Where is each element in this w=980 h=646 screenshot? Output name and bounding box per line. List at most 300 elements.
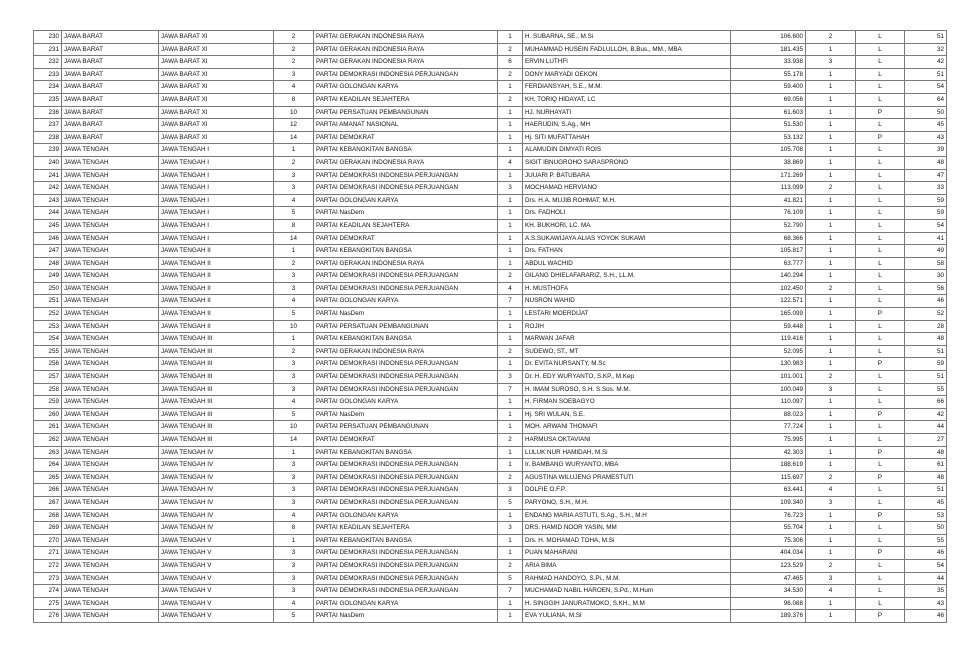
candidate-number-cell: 1: [498, 169, 523, 182]
table-row: [34, 345, 947, 358]
party-number-cell: 3: [274, 471, 314, 484]
table-row: [34, 547, 947, 560]
candidate-number-cell: 2: [498, 434, 523, 447]
gender-cell: L: [856, 219, 905, 232]
table-row: [34, 144, 947, 157]
vote-count-cell: 42.303: [731, 446, 806, 459]
party-number-cell: 3: [274, 270, 314, 283]
gender-cell: P: [856, 446, 905, 459]
electoral-district-cell: JAWA TENGAH IV: [159, 509, 274, 522]
candidate-name-cell: FERDIANSYAH, S.E., M.M.: [523, 81, 731, 94]
table-row: [34, 408, 947, 421]
candidate-name-cell: RAHMAD HANDOYO, S.Pi., M.M.: [523, 572, 731, 585]
gender-cell: P: [856, 131, 905, 144]
electoral-district-cell: JAWA TENGAH II: [159, 295, 274, 308]
party-number-cell: 3: [274, 496, 314, 509]
table-row: [34, 93, 947, 106]
row-number-cell: 252: [34, 308, 62, 321]
row-number-cell: 236: [34, 106, 62, 119]
candidate-name-cell: DRS. HAMID NOOR YASIN, MM: [523, 522, 731, 535]
candidate-name-cell: H. FIRMAN SOEBAGYO: [523, 396, 731, 409]
candidate-name-cell: GILANG DHIELAFARARIZ, S.H., LL.M.: [523, 270, 731, 283]
party-number-cell: 4: [274, 597, 314, 610]
vote-count-cell: 181.435: [731, 43, 806, 56]
province-cell: JAWA TENGAH: [62, 245, 159, 258]
gender-cell: L: [856, 421, 905, 434]
vote-count-cell: 75.995: [731, 434, 806, 447]
gender-cell: P: [856, 547, 905, 560]
vote-count-cell: 53.132: [731, 131, 806, 144]
gender-cell: L: [856, 396, 905, 409]
rank-cell: 1: [806, 345, 856, 358]
vote-count-cell: 63.441: [731, 484, 806, 497]
electoral-district-cell: JAWA TENGAH IV: [159, 522, 274, 535]
vote-count-cell: 123.529: [731, 559, 806, 572]
candidate-name-cell: MUCHAMAD NABIL HAROEN, S.Pd., M.Hum: [523, 585, 731, 598]
candidate-number-cell: 2: [498, 93, 523, 106]
candidate-name-cell: DOLFIE O.F.P.: [523, 484, 731, 497]
candidate-number-cell: 2: [498, 559, 523, 572]
vote-count-cell: 113.099: [731, 182, 806, 195]
row-number-cell: 238: [34, 131, 62, 144]
candidate-number-cell: 1: [498, 547, 523, 560]
electoral-district-cell: JAWA TENGAH I: [159, 169, 274, 182]
vote-count-cell: 122.571: [731, 295, 806, 308]
candidate-number-cell: 1: [498, 106, 523, 119]
vote-count-cell: 68.366: [731, 232, 806, 245]
age-cell: 43: [905, 597, 947, 610]
party-name-cell: PARTAI DEMOKRASI INDONESIA PERJUANGAN: [314, 68, 498, 81]
electoral-district-cell: JAWA TENGAH I: [159, 194, 274, 207]
gender-cell: L: [856, 459, 905, 472]
vote-count-cell: 119.416: [731, 333, 806, 346]
row-number-cell: 273: [34, 572, 62, 585]
age-cell: 52: [905, 308, 947, 321]
candidate-number-cell: 4: [498, 282, 523, 295]
candidate-name-cell: MOH. ARWANI THOMAFI: [523, 421, 731, 434]
rank-cell: 1: [806, 396, 856, 409]
age-cell: 46: [905, 295, 947, 308]
row-number-cell: 258: [34, 383, 62, 396]
candidate-name-cell: H. IMAM SUROSO, S.H. S.Sos. M.M.: [523, 383, 731, 396]
age-cell: 48: [905, 156, 947, 169]
gender-cell: L: [856, 585, 905, 598]
party-name-cell: PARTAI DEMOKRASI INDONESIA PERJUANGAN: [314, 383, 498, 396]
age-cell: 58: [905, 257, 947, 270]
party-name-cell: PARTAI DEMOKRASI INDONESIA PERJUANGAN: [314, 559, 498, 572]
party-name-cell: PARTAI NasDem: [314, 610, 498, 623]
province-cell: JAWA BARAT: [62, 68, 159, 81]
row-number-cell: 271: [34, 547, 62, 560]
rank-cell: 1: [806, 81, 856, 94]
age-cell: 51: [905, 345, 947, 358]
electoral-district-cell: JAWA TENGAH III: [159, 358, 274, 371]
candidate-number-cell: 1: [498, 597, 523, 610]
vote-count-cell: 100.049: [731, 383, 806, 396]
table-row: [34, 81, 947, 94]
table-row: [34, 207, 947, 220]
candidate-name-cell: LESTARI MOERDIJAT: [523, 308, 731, 321]
province-cell: JAWA BARAT: [62, 56, 159, 69]
age-cell: 50: [905, 522, 947, 535]
age-cell: 51: [905, 484, 947, 497]
electoral-district-cell: JAWA BARAT XI: [159, 68, 274, 81]
candidate-number-cell: 6: [498, 56, 523, 69]
gender-cell: L: [856, 81, 905, 94]
age-cell: 50: [905, 106, 947, 119]
row-number-cell: 245: [34, 219, 62, 232]
party-number-cell: 3: [274, 572, 314, 585]
table-row: [34, 156, 947, 169]
vote-count-cell: 69.056: [731, 93, 806, 106]
row-number-cell: 239: [34, 144, 62, 157]
party-number-cell: 10: [274, 320, 314, 333]
province-cell: JAWA BARAT: [62, 119, 159, 132]
table-row: [34, 371, 947, 384]
party-number-cell: 14: [274, 434, 314, 447]
table-body: [34, 31, 947, 623]
row-number-cell: 276: [34, 610, 62, 623]
table-row: [34, 534, 947, 547]
vote-count-cell: 165.099: [731, 308, 806, 321]
rank-cell: 2: [806, 471, 856, 484]
age-cell: 27: [905, 434, 947, 447]
electoral-district-cell: JAWA TENGAH II: [159, 245, 274, 258]
electoral-district-cell: JAWA BARAT XI: [159, 119, 274, 132]
party-name-cell: PARTAI GERAKAN INDONESIA RAYA: [314, 56, 498, 69]
party-number-cell: 10: [274, 106, 314, 119]
party-number-cell: 4: [274, 81, 314, 94]
row-number-cell: 254: [34, 333, 62, 346]
gender-cell: P: [856, 358, 905, 371]
electoral-district-cell: JAWA TENGAH III: [159, 434, 274, 447]
party-number-cell: 3: [274, 484, 314, 497]
gender-cell: P: [856, 509, 905, 522]
party-name-cell: PARTAI PERSATUAN PEMBANGUNAN: [314, 106, 498, 119]
party-number-cell: 2: [274, 43, 314, 56]
party-number-cell: 3: [274, 383, 314, 396]
party-number-cell: 2: [274, 31, 314, 44]
candidate-name-cell: H. MUSTHOFA: [523, 282, 731, 295]
party-name-cell: PARTAI DEMOKRASI INDONESIA PERJUANGAN: [314, 585, 498, 598]
row-number-cell: 231: [34, 43, 62, 56]
candidate-name-cell: NUSRON WAHID: [523, 295, 731, 308]
age-cell: 51: [905, 68, 947, 81]
rank-cell: 1: [806, 459, 856, 472]
vote-count-cell: 109.340: [731, 496, 806, 509]
electoral-district-cell: JAWA BARAT XI: [159, 31, 274, 44]
row-number-cell: 230: [34, 31, 62, 44]
province-cell: JAWA TENGAH: [62, 169, 159, 182]
candidate-number-cell: 4: [498, 156, 523, 169]
candidate-number-cell: 1: [498, 81, 523, 94]
electoral-district-cell: JAWA TENGAH II: [159, 257, 274, 270]
province-cell: JAWA TENGAH: [62, 534, 159, 547]
row-number-cell: 249: [34, 270, 62, 283]
candidate-name-cell: PARYONO, S.H., M.H.: [523, 496, 731, 509]
party-name-cell: PARTAI KEBANGKITAN BANGSA: [314, 245, 498, 258]
party-name-cell: PARTAI PERSATUAN PEMBANGUNAN: [314, 320, 498, 333]
vote-count-cell: 189.376: [731, 610, 806, 623]
row-number-cell: 275: [34, 597, 62, 610]
electoral-district-cell: JAWA TENGAH V: [159, 572, 274, 585]
candidate-name-cell: MUHAMMAD HUSEIN FADLULLOH, B.Bus., MM., MBA: [523, 43, 731, 56]
party-name-cell: PARTAI GOLONGAN KARYA: [314, 396, 498, 409]
gender-cell: L: [856, 207, 905, 220]
table-row: [34, 43, 947, 56]
rank-cell: 4: [806, 484, 856, 497]
candidate-name-cell: ABDUL WACHID: [523, 257, 731, 270]
province-cell: JAWA TENGAH: [62, 509, 159, 522]
rank-cell: 1: [806, 169, 856, 182]
candidate-number-cell: 1: [498, 333, 523, 346]
rank-cell: 1: [806, 610, 856, 623]
party-name-cell: PARTAI GOLONGAN KARYA: [314, 597, 498, 610]
party-name-cell: PARTAI GOLONGAN KARYA: [314, 81, 498, 94]
gender-cell: P: [856, 610, 905, 623]
candidate-name-cell: Hj. SRI WULAN, S.E.: [523, 408, 731, 421]
table-row: [34, 31, 947, 44]
province-cell: JAWA TENGAH: [62, 496, 159, 509]
row-number-cell: 235: [34, 93, 62, 106]
age-cell: 48: [905, 471, 947, 484]
candidate-number-cell: 1: [498, 459, 523, 472]
row-number-cell: 246: [34, 232, 62, 245]
table-row: [34, 522, 947, 535]
vote-count-cell: 115.697: [731, 471, 806, 484]
gender-cell: P: [856, 308, 905, 321]
rank-cell: 1: [806, 245, 856, 258]
table-row: [34, 572, 947, 585]
rank-cell: 1: [806, 308, 856, 321]
candidate-name-cell: PUAN MAHARANI: [523, 547, 731, 560]
party-name-cell: PARTAI DEMOKRASI INDONESIA PERJUANGAN: [314, 572, 498, 585]
gender-cell: L: [856, 572, 905, 585]
province-cell: JAWA TENGAH: [62, 144, 159, 157]
row-number-cell: 261: [34, 421, 62, 434]
row-number-cell: 270: [34, 534, 62, 547]
party-number-cell: 3: [274, 282, 314, 295]
province-cell: JAWA TENGAH: [62, 345, 159, 358]
rank-cell: 3: [806, 56, 856, 69]
candidate-name-cell: KH. TORIQ HIDAYAT, LC: [523, 93, 731, 106]
rank-cell: 1: [806, 421, 856, 434]
gender-cell: L: [856, 182, 905, 195]
party-name-cell: PARTAI KEBANGKITAN BANGSA: [314, 333, 498, 346]
candidate-name-cell: Ir. BAMBANG WURYANTO, MBA: [523, 459, 731, 472]
province-cell: JAWA BARAT: [62, 106, 159, 119]
row-number-cell: 253: [34, 320, 62, 333]
table-row: [34, 282, 947, 295]
gender-cell: L: [856, 68, 905, 81]
age-cell: 56: [905, 282, 947, 295]
electoral-district-cell: JAWA TENGAH IV: [159, 484, 274, 497]
table-row: [34, 194, 947, 207]
candidate-number-cell: 7: [498, 295, 523, 308]
age-cell: 42: [905, 56, 947, 69]
rank-cell: 1: [806, 43, 856, 56]
rank-cell: 1: [806, 131, 856, 144]
row-number-cell: 244: [34, 207, 62, 220]
rank-cell: 1: [806, 358, 856, 371]
electoral-district-cell: JAWA TENGAH V: [159, 547, 274, 560]
age-cell: 48: [905, 333, 947, 346]
rank-cell: 1: [806, 119, 856, 132]
age-cell: 55: [905, 383, 947, 396]
electoral-district-cell: JAWA TENGAH III: [159, 421, 274, 434]
rank-cell: 1: [806, 408, 856, 421]
table-row: [34, 257, 947, 270]
row-number-cell: 259: [34, 396, 62, 409]
gender-cell: L: [856, 56, 905, 69]
table-row: [34, 434, 947, 447]
row-number-cell: 265: [34, 471, 62, 484]
rank-cell: 1: [806, 156, 856, 169]
party-name-cell: PARTAI DEMOKRASI INDONESIA PERJUANGAN: [314, 182, 498, 195]
vote-count-cell: 404.034: [731, 547, 806, 560]
party-number-cell: 2: [274, 56, 314, 69]
gender-cell: L: [856, 144, 905, 157]
party-name-cell: PARTAI KEBANGKITAN BANGSA: [314, 446, 498, 459]
party-number-cell: 4: [274, 295, 314, 308]
province-cell: JAWA BARAT: [62, 81, 159, 94]
gender-cell: L: [856, 169, 905, 182]
vote-count-cell: 55.178: [731, 68, 806, 81]
electoral-district-cell: JAWA TENGAH V: [159, 585, 274, 598]
province-cell: JAWA TENGAH: [62, 547, 159, 560]
gender-cell: L: [856, 434, 905, 447]
row-number-cell: 264: [34, 459, 62, 472]
vote-count-cell: 59.400: [731, 81, 806, 94]
elected-members-table: [33, 30, 947, 623]
vote-count-cell: 101.001: [731, 371, 806, 384]
age-cell: 51: [905, 371, 947, 384]
electoral-district-cell: JAWA TENGAH II: [159, 308, 274, 321]
province-cell: JAWA TENGAH: [62, 572, 159, 585]
gender-cell: L: [856, 522, 905, 535]
electoral-district-cell: JAWA BARAT XI: [159, 131, 274, 144]
gender-cell: L: [856, 559, 905, 572]
vote-count-cell: 102.450: [731, 282, 806, 295]
table-row: [34, 459, 947, 472]
province-cell: JAWA TENGAH: [62, 610, 159, 623]
gender-cell: L: [856, 295, 905, 308]
electoral-district-cell: JAWA BARAT XI: [159, 81, 274, 94]
party-name-cell: PARTAI DEMOKRASI INDONESIA PERJUANGAN: [314, 459, 498, 472]
table-row: [34, 295, 947, 308]
candidate-number-cell: 2: [498, 43, 523, 56]
electoral-district-cell: JAWA TENGAH II: [159, 320, 274, 333]
rank-cell: 1: [806, 333, 856, 346]
vote-count-cell: 52.790: [731, 219, 806, 232]
party-name-cell: PARTAI DEMOKRASI INDONESIA PERJUANGAN: [314, 484, 498, 497]
vote-count-cell: 52.095: [731, 345, 806, 358]
party-name-cell: PARTAI DEMOKRAT: [314, 434, 498, 447]
table-row: [34, 421, 947, 434]
rank-cell: 1: [806, 207, 856, 220]
gender-cell: L: [856, 257, 905, 270]
candidate-number-cell: 1: [498, 245, 523, 258]
candidate-number-cell: 1: [498, 232, 523, 245]
row-number-cell: 272: [34, 559, 62, 572]
table-row: [34, 131, 947, 144]
province-cell: JAWA TENGAH: [62, 434, 159, 447]
party-name-cell: PARTAI GOLONGAN KARYA: [314, 509, 498, 522]
candidate-name-cell: LULUK NUR HAMIDAH, M.Si: [523, 446, 731, 459]
rank-cell: 3: [806, 383, 856, 396]
party-number-cell: 8: [274, 522, 314, 535]
row-number-cell: 247: [34, 245, 62, 258]
candidate-number-cell: 1: [498, 131, 523, 144]
party-number-cell: 1: [274, 333, 314, 346]
gender-cell: L: [856, 119, 905, 132]
candidate-name-cell: ROJIH: [523, 320, 731, 333]
gender-cell: L: [856, 333, 905, 346]
candidate-number-cell: 1: [498, 257, 523, 270]
age-cell: 45: [905, 119, 947, 132]
row-number-cell: 269: [34, 522, 62, 535]
candidate-number-cell: 1: [498, 194, 523, 207]
party-number-cell: 3: [274, 547, 314, 560]
row-number-cell: 248: [34, 257, 62, 270]
party-name-cell: PARTAI GOLONGAN KARYA: [314, 194, 498, 207]
candidate-name-cell: ALAMUDIN DIMYATI ROIS: [523, 144, 731, 157]
candidate-name-cell: ERVIN LUTHFI: [523, 56, 731, 69]
electoral-district-cell: JAWA TENGAH V: [159, 610, 274, 623]
row-number-cell: 266: [34, 484, 62, 497]
candidate-name-cell: ARIA BIMA: [523, 559, 731, 572]
table-row: [34, 308, 947, 321]
candidate-name-cell: AGUSTINA WILUJENG PRAMESTUTI: [523, 471, 731, 484]
vote-count-cell: 88.023: [731, 408, 806, 421]
table-row: [34, 169, 947, 182]
province-cell: JAWA TENGAH: [62, 257, 159, 270]
party-number-cell: 3: [274, 169, 314, 182]
rank-cell: 1: [806, 446, 856, 459]
candidate-number-cell: 1: [498, 610, 523, 623]
gender-cell: L: [856, 156, 905, 169]
province-cell: JAWA TENGAH: [62, 320, 159, 333]
candidate-number-cell: 1: [498, 396, 523, 409]
vote-count-cell: 33.938: [731, 56, 806, 69]
row-number-cell: 267: [34, 496, 62, 509]
age-cell: 47: [905, 169, 947, 182]
candidate-number-cell: 3: [498, 371, 523, 384]
gender-cell: L: [856, 232, 905, 245]
candidate-name-cell: KH. BUKHORI, LC. MA: [523, 219, 731, 232]
table-row: [34, 471, 947, 484]
vote-count-cell: 38.869: [731, 156, 806, 169]
electoral-district-cell: JAWA TENGAH V: [159, 559, 274, 572]
table-row: [34, 446, 947, 459]
vote-count-cell: 61.603: [731, 106, 806, 119]
rank-cell: 1: [806, 219, 856, 232]
party-number-cell: 4: [274, 396, 314, 409]
electoral-district-cell: JAWA TENGAH I: [159, 156, 274, 169]
province-cell: JAWA TENGAH: [62, 408, 159, 421]
province-cell: JAWA TENGAH: [62, 219, 159, 232]
candidate-number-cell: 1: [498, 207, 523, 220]
row-number-cell: 242: [34, 182, 62, 195]
table-row: [34, 56, 947, 69]
rank-cell: 2: [806, 282, 856, 295]
candidate-number-cell: 5: [498, 572, 523, 585]
age-cell: 53: [905, 509, 947, 522]
gender-cell: L: [856, 484, 905, 497]
party-number-cell: 1: [274, 534, 314, 547]
row-number-cell: 268: [34, 509, 62, 522]
vote-count-cell: 47.465: [731, 572, 806, 585]
